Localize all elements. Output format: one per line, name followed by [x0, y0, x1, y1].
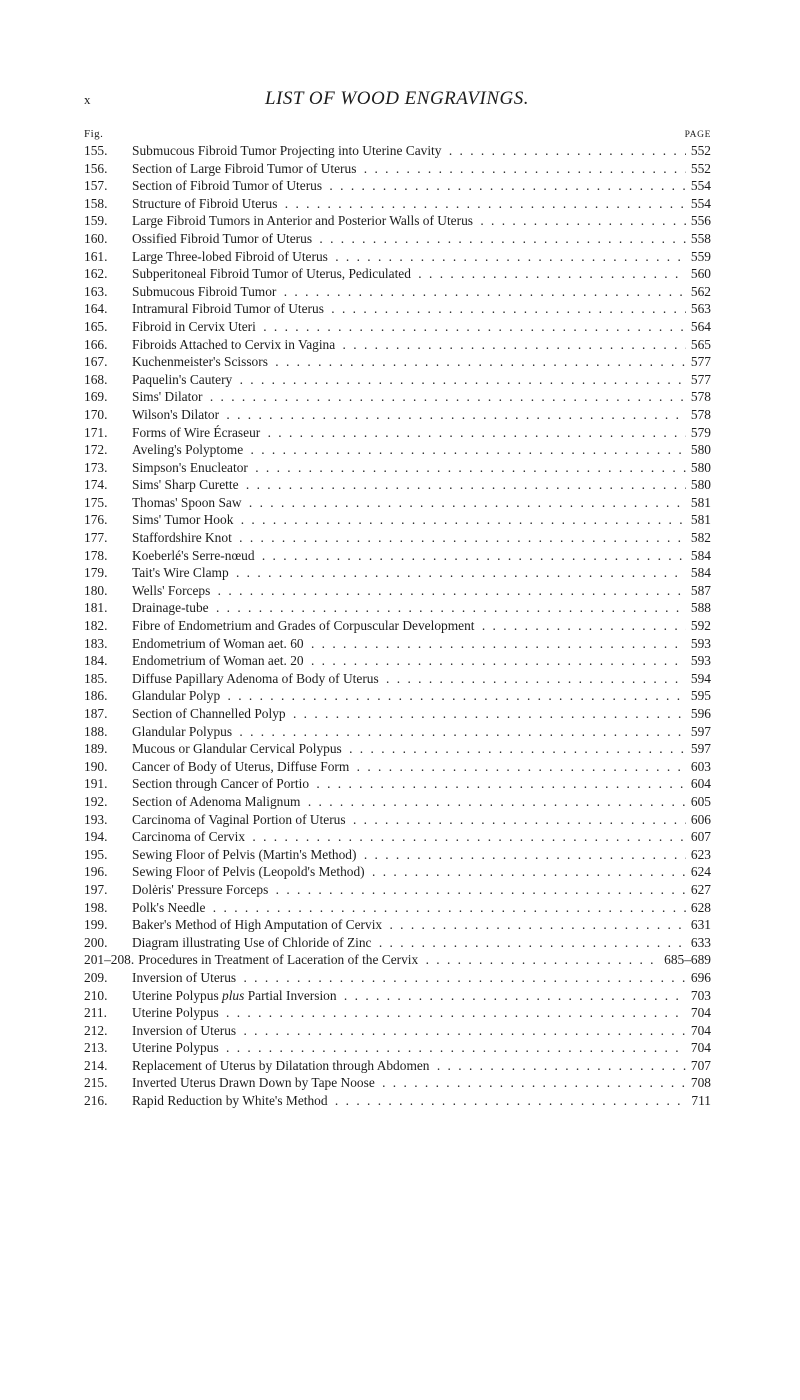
- page-reference: 711: [686, 1092, 711, 1110]
- figure-description: Dolėris' Pressure Forceps: [132, 881, 269, 897]
- figure-description: Submucous Fibroid Tumor Projecting into Uterine Cavity: [132, 143, 442, 158]
- figure-description: Fibroids Attached to Cervix in Vagina: [132, 336, 336, 352]
- figure-description: Rapid Reduction by White's Method: [132, 1093, 328, 1109]
- figure-number: 199.: [84, 917, 108, 933]
- list-item: [84, 336, 711, 354]
- figure-description: Structure of Fibroid Uterus: [132, 195, 278, 211]
- figure-number: 186.: [84, 688, 108, 704]
- figure-description: Sewing Floor of Pelvis (Martin's Method): [132, 846, 357, 862]
- figure-description: Submucous Fibroid Tumor: [132, 283, 277, 299]
- page-reference: 633: [686, 934, 711, 952]
- figure-number: 168.: [84, 371, 108, 387]
- figure-number: 171.: [84, 424, 108, 440]
- figure-description: Intramural Fibroid Tumor of Uterus: [132, 301, 324, 317]
- entry-leader: [132, 529, 711, 547]
- figure-number: 172.: [84, 442, 108, 458]
- page-number: x: [84, 92, 91, 107]
- figure-description: Large Three-lobed Fibroid of Uterus: [132, 248, 328, 264]
- page-reference: 623: [686, 846, 711, 864]
- entry-leader: [132, 265, 711, 283]
- page-reference: 704: [686, 1039, 711, 1057]
- list-item: [84, 652, 711, 670]
- figure-description: Cancer of Body of Uterus, Diffuse Form: [132, 758, 350, 774]
- list-item: [84, 1074, 711, 1092]
- list-item: [84, 283, 711, 301]
- list-item: [84, 1022, 711, 1040]
- entry-leader: [132, 846, 711, 864]
- list-item: [84, 705, 711, 723]
- figure-description: Drainage-tube: [132, 600, 209, 616]
- figure-description: Koeberlé's Serre-nœud: [132, 547, 255, 563]
- figure-number: 213.: [84, 1040, 108, 1056]
- figure-number: 192.: [84, 793, 108, 809]
- figure-description: Section through Cancer of Portio: [132, 776, 310, 792]
- page-reference: 593: [686, 635, 711, 653]
- page-reference: 552: [686, 142, 711, 160]
- figure-number: 184.: [84, 653, 108, 669]
- figure-description: Ossified Fibroid Tumor of Uterus: [132, 230, 313, 246]
- entry-leader: [132, 300, 711, 318]
- entry-leader: [132, 494, 711, 512]
- list-item: [84, 1039, 711, 1057]
- list-item: [84, 775, 711, 793]
- figure-number: 180.: [84, 582, 108, 598]
- entry-leader: [132, 1022, 711, 1040]
- list-item: [84, 811, 711, 829]
- figure-description: Glandular Polypus: [132, 723, 233, 739]
- figure-description: Baker's Method of High Amputation of Cervix: [132, 917, 383, 933]
- figure-description: Wells' Forceps: [132, 582, 211, 598]
- page-reference: 559: [686, 248, 711, 266]
- list-item: [84, 511, 711, 529]
- entry-leader: [132, 775, 711, 793]
- page-reference: 556: [686, 212, 711, 230]
- page-column-header: PAGE: [684, 130, 711, 140]
- figure-description: Sims' Dilator: [132, 389, 203, 405]
- page-reference: 578: [686, 406, 711, 424]
- entry-leader: [132, 177, 711, 195]
- figure-number: 165.: [84, 318, 108, 334]
- list-item: [84, 916, 711, 934]
- list-item: [84, 969, 711, 987]
- page-reference: 563: [686, 300, 711, 318]
- list-item: [84, 1004, 711, 1022]
- figure-number: 209.: [84, 969, 108, 985]
- page-reference: 707: [686, 1057, 711, 1075]
- page-header: [84, 88, 710, 116]
- list-item: [84, 494, 711, 512]
- figure-description: Sewing Floor of Pelvis (Leopold's Method): [132, 864, 365, 880]
- page-reference: 604: [686, 775, 711, 793]
- entry-leader: [132, 899, 711, 917]
- entry-leader: [132, 617, 711, 635]
- list-item: [84, 934, 711, 952]
- page-reference: 579: [686, 424, 711, 442]
- column-headers: [84, 128, 711, 142]
- entry-leader: [132, 652, 711, 670]
- engravings-list: [84, 142, 711, 1110]
- entry-leader: [132, 406, 711, 424]
- entry-leader: [132, 248, 711, 266]
- figure-description: Carcinoma of Vaginal Portion of Uterus: [132, 811, 346, 827]
- figure-number: 170.: [84, 406, 108, 422]
- figure-number: 190.: [84, 758, 108, 774]
- list-item: [84, 160, 711, 178]
- entry-leader: [132, 599, 711, 617]
- figure-description: Diffuse Papillary Adenoma of Body of Uterus: [132, 670, 379, 686]
- page-reference: 565: [686, 336, 711, 354]
- figure-number: 156.: [84, 160, 108, 176]
- figure-number: 194.: [84, 829, 108, 845]
- page-reference: 596: [686, 705, 711, 723]
- list-item: [84, 195, 711, 213]
- figure-number: 212.: [84, 1022, 108, 1038]
- entry-leader: [132, 635, 711, 653]
- page-reference: 560: [686, 265, 711, 283]
- list-item: [84, 547, 711, 565]
- entry-leader: [132, 828, 711, 846]
- figure-description: Diagram illustrating Use of Chloride of Zinc: [132, 934, 372, 950]
- figure-number: 162.: [84, 266, 108, 282]
- page-reference: 577: [686, 371, 711, 389]
- figure-description: Glandular Polyp: [132, 688, 221, 704]
- page-reference: 580: [686, 441, 711, 459]
- figure-number: 216.: [84, 1093, 108, 1109]
- list-item: [84, 951, 711, 969]
- entry-leader: [132, 476, 711, 494]
- figure-number: 160.: [84, 230, 108, 246]
- figure-description: Mucous or Glandular Cervical Polypus: [132, 741, 342, 757]
- figure-number: 189.: [84, 741, 108, 757]
- page-reference: 592: [686, 617, 711, 635]
- figure-number: 159.: [84, 213, 108, 229]
- figure-description: Uterine Polypus: [132, 1005, 219, 1021]
- list-item: [84, 635, 711, 653]
- page-reference: 564: [686, 318, 711, 336]
- entry-leader: [132, 1039, 711, 1057]
- entry-leader: [132, 582, 711, 600]
- list-item: [84, 617, 711, 635]
- entry-leader: [132, 547, 711, 565]
- entry-leader: [132, 811, 711, 829]
- figure-number: 200.: [84, 934, 108, 950]
- figure-description: Kuchenmeister's Scissors: [132, 354, 268, 370]
- figure-number: 174.: [84, 477, 108, 493]
- list-item: [84, 529, 711, 547]
- page-reference: 685–689: [659, 951, 711, 969]
- entry-leader: [132, 424, 711, 442]
- entry-leader: [132, 441, 711, 459]
- figure-number: 178.: [84, 547, 108, 563]
- page-reference: 593: [686, 652, 711, 670]
- figure-number: 182.: [84, 618, 108, 634]
- list-item: [84, 687, 711, 705]
- list-item: [84, 424, 711, 442]
- list-item: [84, 846, 711, 864]
- page-reference: 580: [686, 459, 711, 477]
- list-item: [84, 863, 711, 881]
- entry-leader: [132, 1092, 711, 1110]
- page-reference: 580: [686, 476, 711, 494]
- list-item: [84, 1092, 711, 1110]
- entry-leader: [132, 758, 711, 776]
- list-item: [84, 564, 711, 582]
- page-reference: 595: [686, 687, 711, 705]
- entry-leader: [132, 881, 711, 899]
- figure-description: Simpson's Enucleator: [132, 459, 248, 475]
- page-reference: 588: [686, 599, 711, 617]
- list-item: [84, 723, 711, 741]
- figure-description: Uterine Polypus plus Partial Inversion: [132, 987, 337, 1003]
- figure-number: 161.: [84, 248, 108, 264]
- figure-description: Fibre of Endometrium and Grades of Corpuscular Development: [132, 618, 475, 634]
- figure-description: Thomas' Spoon Saw: [132, 494, 242, 510]
- list-item: [84, 388, 711, 406]
- figure-number: 211.: [84, 1005, 107, 1021]
- page-reference: 606: [686, 811, 711, 829]
- entry-leader: [132, 511, 711, 529]
- figure-description: Section of Large Fibroid Tumor of Uterus: [132, 160, 357, 176]
- page-reference: 708: [686, 1074, 711, 1092]
- figure-description: Uterine Polypus: [132, 1040, 219, 1056]
- page-reference: 704: [686, 1004, 711, 1022]
- page-reference: 624: [686, 863, 711, 881]
- entry-leader: [132, 195, 711, 213]
- page-reference: 552: [686, 160, 711, 178]
- entry-leader: [132, 863, 711, 881]
- entry-leader: [132, 318, 711, 336]
- figure-number: 157.: [84, 178, 108, 194]
- figure-number: 210.: [84, 987, 108, 1003]
- figure-description: Section of Channelled Polyp: [132, 706, 286, 721]
- figure-description: Polk's Needle: [132, 899, 206, 915]
- list-item: [84, 881, 711, 899]
- list-item: [84, 740, 711, 758]
- page-reference: 594: [686, 670, 711, 688]
- list-item: [84, 142, 711, 160]
- entry-leader: [132, 1004, 711, 1022]
- entry-leader: [132, 353, 711, 371]
- entry-leader: [132, 230, 711, 248]
- entry-leader: [132, 1057, 711, 1075]
- figure-description: Paquelin's Cautery: [132, 371, 233, 387]
- list-item: [84, 758, 711, 776]
- figure-description: Sims' Tumor Hook: [132, 512, 234, 528]
- list-item: [84, 1057, 711, 1075]
- figure-description: Forms of Wire Écraseur: [132, 424, 261, 440]
- entry-leader: [132, 564, 711, 582]
- entry-leader: [132, 705, 711, 723]
- entry-leader: [132, 987, 711, 1005]
- entry-leader: [132, 934, 711, 952]
- list-item: [84, 582, 711, 600]
- page-reference: 582: [686, 529, 711, 547]
- entry-leader: [132, 1074, 711, 1092]
- list-item: [84, 459, 711, 477]
- figure-number: 155.: [84, 143, 108, 158]
- entry-leader: [132, 687, 711, 705]
- entry-leader: [132, 388, 711, 406]
- page-reference: 584: [686, 547, 711, 565]
- figure-description: Replacement of Uterus by Dilatation through Abdomen: [132, 1057, 430, 1073]
- figure-number: 187.: [84, 706, 108, 721]
- list-item: [84, 265, 711, 283]
- page-reference: 584: [686, 564, 711, 582]
- entry-leader: [84, 951, 711, 969]
- figure-description: Section of Fibroid Tumor of Uterus: [132, 178, 323, 194]
- page-reference: 603: [686, 758, 711, 776]
- page-reference: 581: [686, 494, 711, 512]
- page-reference: 696: [686, 969, 711, 987]
- entry-leader: [132, 740, 711, 758]
- entry-leader: [132, 142, 711, 160]
- entry-leader: [132, 371, 711, 389]
- list-item: [84, 670, 711, 688]
- figure-description: Inversion of Uterus: [132, 969, 237, 985]
- page-reference: 605: [686, 793, 711, 811]
- list-item: [84, 248, 711, 266]
- figure-description: Staffordshire Knot: [132, 530, 232, 546]
- figure-number: 201–208.: [84, 952, 135, 968]
- page-reference: 577: [686, 353, 711, 371]
- entry-leader: [132, 670, 711, 688]
- figure-description: Aveling's Polyptome: [132, 442, 244, 458]
- entry-leader: [132, 283, 711, 301]
- page-title: LIST OF WOOD ENGRAVINGS.: [264, 88, 530, 109]
- entry-leader: [132, 723, 711, 741]
- page-reference: 631: [686, 916, 711, 934]
- list-item: [84, 212, 711, 230]
- figure-description: Section of Adenoma Malignum: [132, 793, 301, 809]
- entry-leader: [132, 916, 711, 934]
- figure-number: 181.: [84, 600, 108, 616]
- figure-number: 214.: [84, 1057, 108, 1073]
- figure-number: 193.: [84, 811, 108, 827]
- figure-description: Procedures in Treatment of Laceration of the Cervix: [138, 952, 419, 968]
- page-reference: 587: [686, 582, 711, 600]
- figure-number: 191.: [84, 776, 108, 792]
- list-item: [84, 318, 711, 336]
- figure-number: 163.: [84, 283, 108, 299]
- page-reference: 607: [686, 828, 711, 846]
- entry-leader: [132, 336, 711, 354]
- list-item: [84, 793, 711, 811]
- figure-description: Endometrium of Woman aet. 20: [132, 653, 304, 669]
- page-reference: 562: [686, 283, 711, 301]
- figure-description: Fibroid in Cervix Uteri: [132, 318, 256, 334]
- figure-number: 197.: [84, 881, 108, 897]
- figure-number: 166.: [84, 336, 108, 352]
- figure-number: 183.: [84, 635, 108, 651]
- list-item: [84, 599, 711, 617]
- fig-column-header: Fig.: [84, 128, 104, 140]
- figure-number: 188.: [84, 723, 108, 739]
- list-item: [84, 406, 711, 424]
- figure-description: Endometrium of Woman aet. 60: [132, 635, 304, 651]
- entry-leader: [132, 160, 711, 178]
- list-item: [84, 371, 711, 389]
- figure-description: Inverted Uterus Drawn Down by Tape Noose: [132, 1075, 375, 1091]
- figure-description: Inversion of Uterus: [132, 1022, 237, 1038]
- page-reference: 627: [686, 881, 711, 899]
- page-reference: 704: [686, 1022, 711, 1040]
- page-reference: 597: [686, 723, 711, 741]
- figure-number: 185.: [84, 670, 108, 686]
- page-reference: 581: [686, 511, 711, 529]
- list-item: [84, 353, 711, 371]
- page-reference: 597: [686, 740, 711, 758]
- figure-description: Carcinoma of Cervix: [132, 829, 246, 845]
- list-item: [84, 300, 711, 318]
- list-item: [84, 441, 711, 459]
- figure-number: 158.: [84, 195, 108, 211]
- entry-leader: [132, 459, 711, 477]
- page-reference: 578: [686, 388, 711, 406]
- page-reference: 554: [686, 177, 711, 195]
- page-reference: 628: [686, 899, 711, 917]
- entry-leader: [132, 793, 711, 811]
- entry-leader: [132, 969, 711, 987]
- list-item: [84, 476, 711, 494]
- figure-description: Wilson's Dilator: [132, 406, 220, 422]
- figure-number: 164.: [84, 301, 108, 317]
- list-item: [84, 230, 711, 248]
- figure-description: Tait's Wire Clamp: [132, 565, 229, 581]
- figure-number: 167.: [84, 354, 108, 370]
- page-reference: 554: [686, 195, 711, 213]
- figure-number: 175.: [84, 494, 108, 510]
- list-item: [84, 987, 711, 1005]
- figure-number: 198.: [84, 899, 108, 915]
- figure-number: 173.: [84, 459, 108, 475]
- figure-number: 177.: [84, 530, 108, 546]
- figure-number: 196.: [84, 864, 108, 880]
- page-reference: 558: [686, 230, 711, 248]
- figure-number: 195.: [84, 846, 108, 862]
- list-item: [84, 177, 711, 195]
- figure-number: 169.: [84, 389, 108, 405]
- figure-number: 179.: [84, 565, 108, 581]
- list-item: [84, 899, 711, 917]
- list-item: [84, 828, 711, 846]
- figure-number: 176.: [84, 512, 108, 528]
- figure-description: Subperitoneal Fibroid Tumor of Uterus, Pediculated: [132, 266, 411, 282]
- page-reference: 703: [686, 987, 711, 1005]
- figure-description: Sims' Sharp Curette: [132, 477, 239, 493]
- entry-leader: [132, 212, 711, 230]
- figure-number: 215.: [84, 1075, 108, 1091]
- figure-description: Large Fibroid Tumors in Anterior and Posterior Walls of Uterus: [132, 213, 473, 229]
